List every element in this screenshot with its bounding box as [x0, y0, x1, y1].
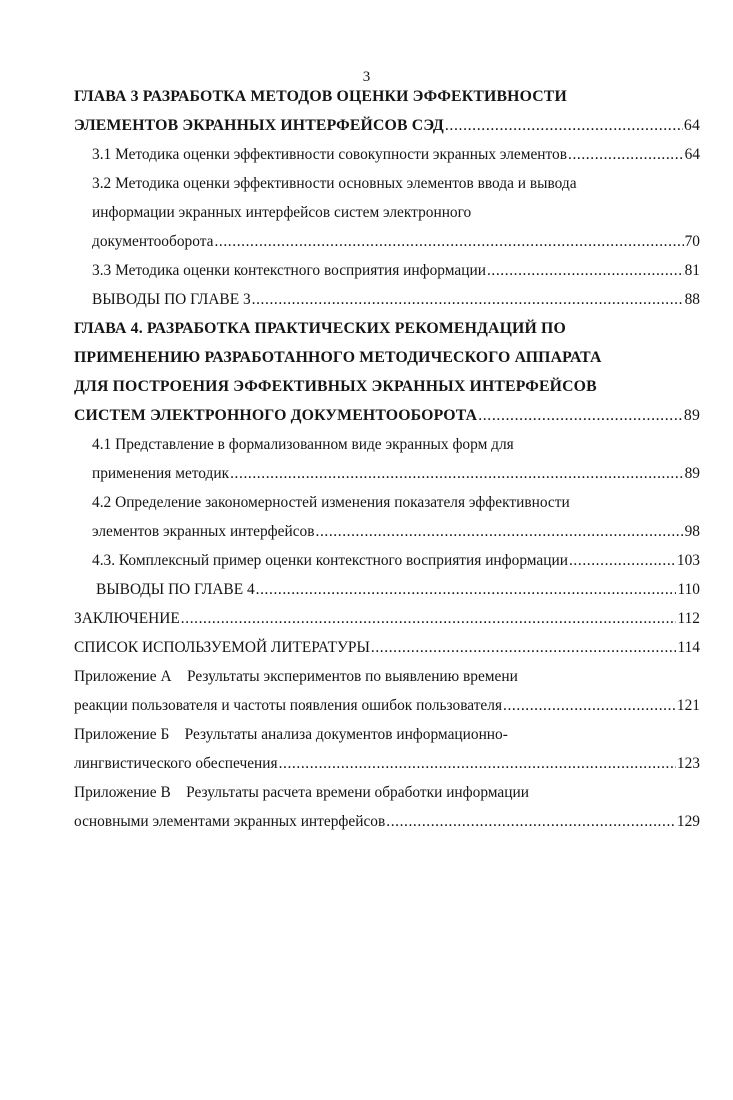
toc-entry-page: 81	[684, 262, 700, 279]
dot-leader	[256, 575, 677, 604]
toc-entry-page: 64	[684, 146, 700, 163]
toc-entry	[74, 343, 700, 372]
dot-leader	[386, 807, 676, 836]
toc-entry-title: ГЛАВА 4. РАЗРАБОТКА ПРАКТИЧЕСКИХ РЕКОМЕНДАЦИЙ ПО	[74, 320, 566, 337]
toc-entry[interactable]	[74, 807, 700, 836]
toc-entry[interactable]	[92, 256, 700, 285]
toc-entry[interactable]	[74, 633, 700, 662]
toc-entry[interactable]	[92, 517, 700, 546]
toc-entry-title: 3.2 Методика оценки эффективности основных элементов ввода и вывода	[92, 175, 577, 192]
dot-leader	[445, 111, 683, 140]
toc-entry	[74, 720, 700, 749]
dot-leader	[478, 401, 683, 430]
toc-entry-title: применения методик	[92, 465, 230, 482]
dot-leader	[568, 140, 684, 169]
toc-entry-page: 98	[684, 523, 700, 540]
toc-entry[interactable]	[74, 111, 700, 140]
toc-entry	[74, 82, 674, 111]
toc-entry[interactable]	[74, 604, 700, 633]
toc-entry[interactable]	[92, 140, 700, 169]
toc-entry-page: 64	[683, 117, 700, 134]
toc-entry-title: СИСТЕМ ЭЛЕКТРОННОГО ДОКУМЕНТООБОРОТА	[74, 407, 478, 424]
toc-entry-page: 89	[684, 465, 700, 482]
toc-entry-page: 114	[677, 639, 700, 656]
toc-entry-title: Приложение Б Результаты анализа документов информационно-	[74, 726, 508, 743]
dot-leader	[487, 256, 684, 285]
toc-entry	[74, 778, 700, 807]
toc-entry-title: ЭЛЕМЕНТОВ ЭКРАННЫХ ИНТЕРФЕЙСОВ СЭД	[74, 117, 444, 134]
toc-entry[interactable]	[92, 546, 700, 575]
toc-entry-title: лингвистического обеспечения	[74, 755, 278, 772]
toc-entry-title: ПРИМЕНЕНИЮ РАЗРАБОТАННОГО МЕТОДИЧЕСКОГО АППАРАТА	[74, 349, 602, 366]
toc-entry-title: ВЫВОДЫ ПО ГЛАВЕ 4	[96, 581, 255, 598]
toc-entry	[92, 169, 700, 198]
toc-entry-page: 121	[676, 697, 700, 714]
toc-entry-title: ДЛЯ ПОСТРОЕНИЯ ЭФФЕКТИВНЫХ ЭКРАННЫХ ИНТЕРФЕЙСОВ	[74, 378, 597, 395]
toc-entry[interactable]	[96, 575, 700, 604]
toc-entry-title: ГЛАВА 3 РАЗРАБОТКА МЕТОДОВ ОЦЕНКИ ЭФФЕКТИВНОСТИ	[74, 88, 567, 105]
toc-entry-title: 4.1 Представление в формализованном виде экранных форм для	[92, 436, 514, 453]
toc-entry-title: Приложение В Результаты расчета времени обработки информации	[74, 784, 529, 801]
toc-entry-title: реакции пользователя и частоты появления ошибок пользователя	[74, 697, 503, 714]
dot-leader	[214, 227, 683, 256]
toc-entry	[74, 372, 700, 401]
toc-entry[interactable]	[74, 401, 700, 430]
toc-entry[interactable]	[74, 691, 700, 720]
dot-leader	[371, 633, 677, 662]
dot-leader	[569, 546, 676, 575]
toc-entry-page: 112	[677, 610, 700, 627]
page-number: 3	[362, 69, 371, 85]
toc-entry-title: 4.3. Комплексный пример оценки контекстного восприятия информации	[92, 552, 568, 569]
toc-entry	[74, 662, 700, 691]
dot-leader	[316, 517, 684, 546]
toc-entry-title: 3.1 Методика оценки эффективности совокупности экранных элементов	[92, 146, 568, 163]
toc-entry-page: 110	[677, 581, 700, 598]
toc-entry[interactable]	[74, 749, 700, 778]
toc-entry[interactable]	[92, 459, 700, 488]
dot-leader	[279, 749, 676, 778]
toc-entry-title: основными элементами экранных интерфейсов	[74, 813, 386, 830]
toc-entry-title: 4.2 Определение закономерностей изменения показателя эффективности	[92, 494, 570, 511]
dot-leader	[181, 604, 677, 633]
toc-entry-title: СПИСОК ИСПОЛЬЗУЕМОЙ ЛИТЕРАТУРЫ	[74, 639, 370, 656]
dot-leader	[503, 691, 676, 720]
toc-entry	[92, 198, 700, 227]
toc-entry-title: информации экранных интерфейсов систем электронного	[92, 204, 472, 221]
toc-entry-title: элементов экранных интерфейсов	[92, 523, 315, 540]
toc-entry-page: 129	[676, 813, 700, 830]
toc-entry-page: 88	[684, 291, 700, 308]
toc-entry-page: 103	[676, 552, 700, 569]
toc-entry-page: 89	[683, 407, 700, 424]
toc-entry-page: 70	[684, 233, 700, 250]
toc-entry	[92, 430, 700, 459]
toc-entry-title: документооборота	[92, 233, 214, 250]
toc-entry[interactable]	[92, 227, 700, 256]
toc-entry	[92, 488, 700, 517]
toc-entry-title: 3.3 Методика оценки контекстного восприятия информации	[92, 262, 486, 279]
dot-leader	[252, 285, 684, 314]
dot-leader	[230, 459, 684, 488]
toc-entry-title: Приложение А Результаты экспериментов по выявлению времени	[74, 668, 518, 685]
toc-entry-title: ВЫВОДЫ ПО ГЛАВЕ 3	[92, 291, 251, 308]
toc-entry[interactable]	[92, 285, 700, 314]
toc-entry-page: 123	[676, 755, 700, 772]
toc-entry	[74, 314, 700, 343]
toc-entry-title: ЗАКЛЮЧЕНИЕ	[74, 610, 180, 627]
